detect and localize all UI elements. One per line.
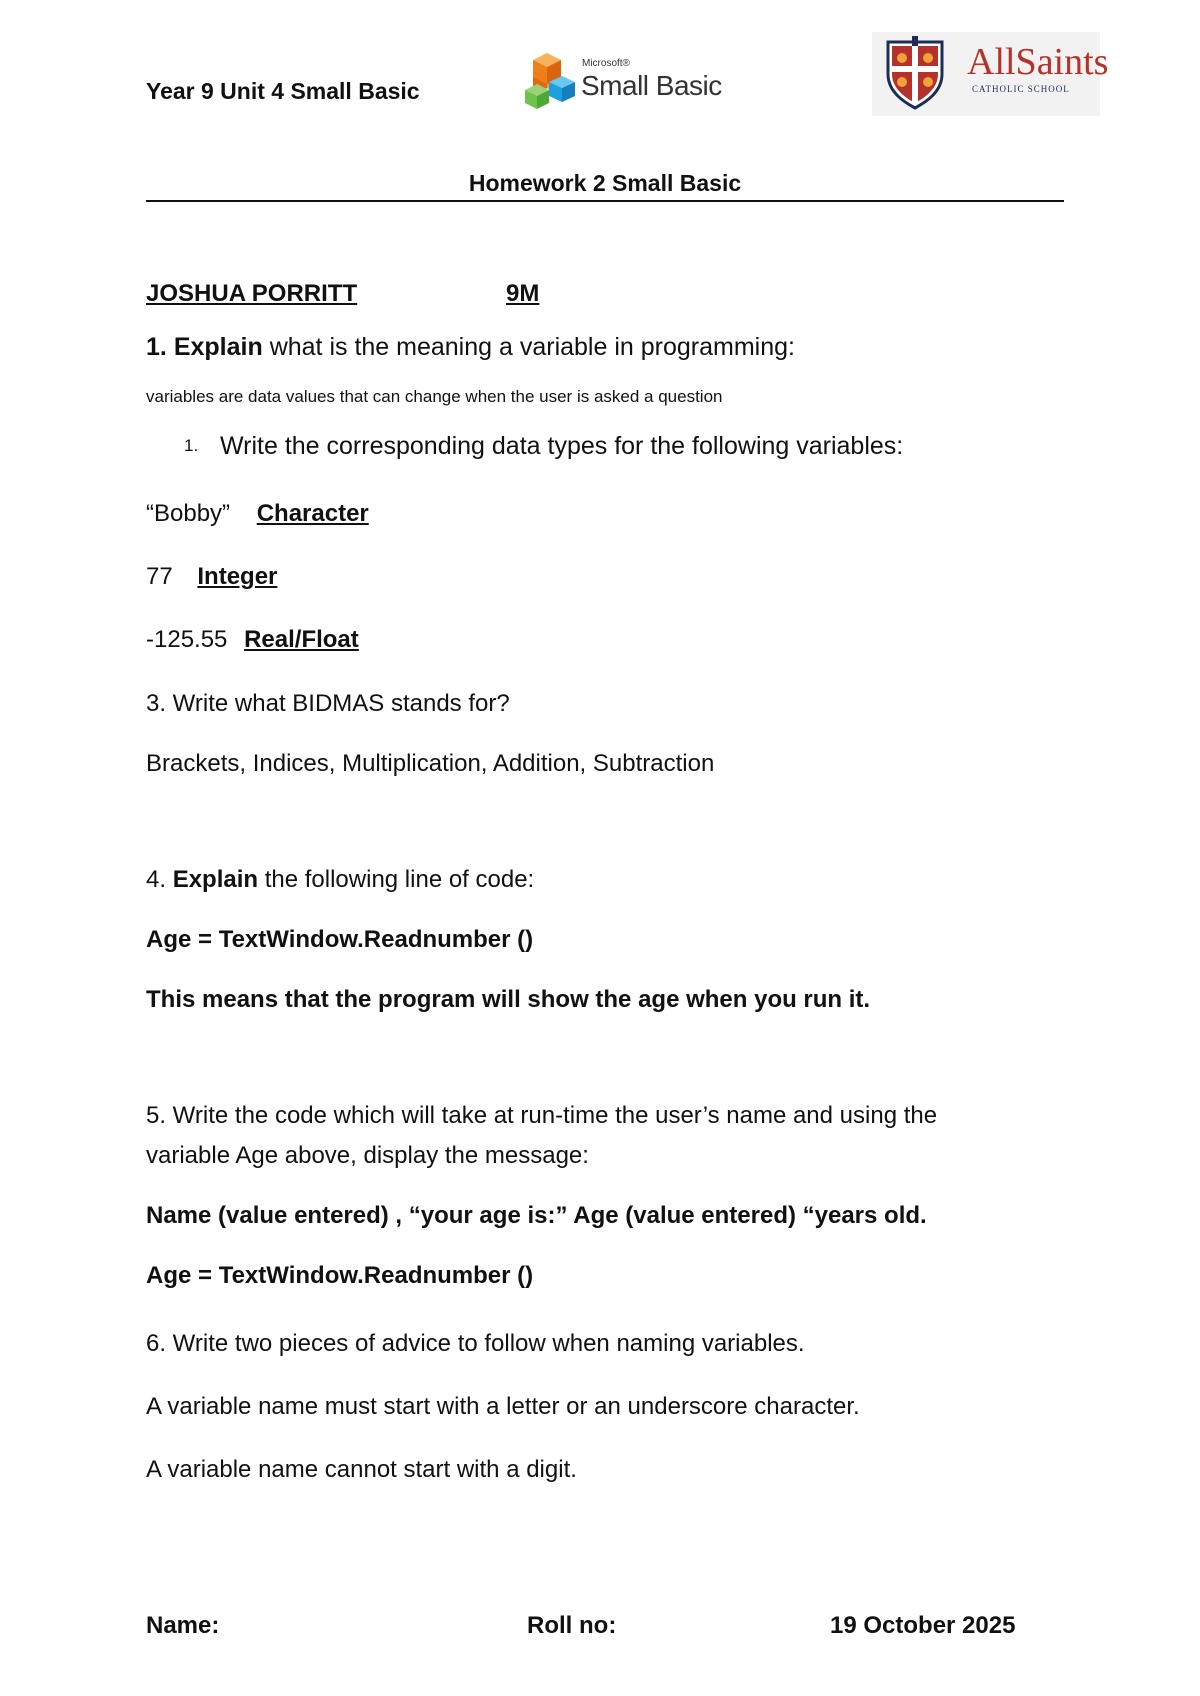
- q2-item-1-value: “Bobby”: [146, 500, 231, 527]
- school-name: AllSaints: [967, 41, 1109, 83]
- microsoft-label: Microsoft®: [582, 58, 630, 69]
- q1-answer: variables are data values that can change when the user is asked a question: [146, 387, 723, 406]
- q2-item-3-type: Real/Float: [244, 626, 359, 653]
- school-crest-icon: [882, 36, 948, 110]
- q4-code: Age = TextWindow.Readnumber (): [146, 926, 534, 953]
- q2-item-2-value: 77: [146, 563, 173, 590]
- q4-keyword: Explain: [172, 866, 259, 893]
- q2-number: 1.: [184, 436, 199, 455]
- question-4: [146, 866, 534, 894]
- q5-message: Name (value entered) , “your age is:” Age (value entered) “years old.: [146, 1202, 927, 1229]
- small-basic-logo: [525, 50, 722, 112]
- q1-number: 1.: [146, 333, 167, 361]
- q2-item-1-type: Character: [256, 500, 369, 527]
- q4-number: 4.: [146, 866, 167, 893]
- small-basic-wordmark: Small Basic: [581, 70, 722, 101]
- q5-question-line-2: variable Age above, display the message:: [146, 1142, 589, 1169]
- school-subtitle: CATHOLIC SCHOOL: [972, 84, 1070, 94]
- small-basic-cubes-icon: [525, 52, 575, 110]
- q1-text: what is the meaning a variable in programming:: [269, 333, 795, 361]
- q3-answer: Brackets, Indices, Multiplication, Addition, Subtraction: [146, 750, 715, 777]
- q4-text: the following line of code:: [264, 866, 535, 893]
- q5-question-line-1: 5. Write the code which will take at run-time the user’s name and using the: [146, 1102, 938, 1129]
- q4-answer: This means that the program will show the age when you run it.: [146, 986, 871, 1013]
- q2-question: Write the corresponding data types for the following variables:: [220, 432, 904, 460]
- footer-name-label: Name:: [146, 1612, 220, 1639]
- q1-keyword: Explain: [173, 333, 263, 361]
- document-title: Homework 2 Small Basic: [468, 170, 742, 196]
- q2-item-1: [146, 500, 369, 528]
- footer-date: 19 October 2025: [830, 1612, 1016, 1639]
- q5-answer: Age = TextWindow.Readnumber (): [146, 1262, 534, 1289]
- q6-answer-1: A variable name must start with a letter or an underscore character.: [146, 1393, 860, 1420]
- title-rule: [146, 200, 1064, 202]
- q3-question: 3. Write what BIDMAS stands for?: [146, 690, 510, 717]
- q2-item-2-type: Integer: [197, 563, 278, 590]
- question-1: [146, 333, 795, 362]
- unit-title: Year 9 Unit 4 Small Basic: [146, 78, 420, 104]
- q6-question: 6. Write two pieces of advice to follow when naming variables.: [146, 1330, 805, 1357]
- q2-item-2: [146, 563, 277, 591]
- q6-answer-2: A variable name cannot start with a digit.: [146, 1456, 577, 1483]
- student-class: 9M: [506, 280, 540, 307]
- q2-item-3: [146, 626, 359, 654]
- student-name: JOSHUA PORRITT: [146, 280, 358, 307]
- school-logo: [872, 32, 1109, 116]
- footer-roll-label: Roll no:: [527, 1612, 617, 1639]
- q2-item-3-value: -125.55: [146, 626, 228, 653]
